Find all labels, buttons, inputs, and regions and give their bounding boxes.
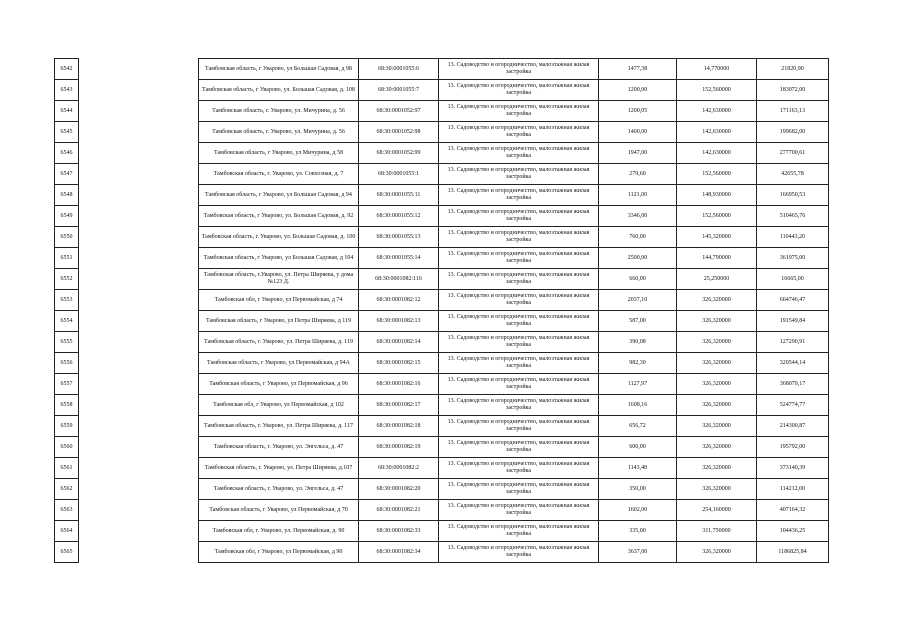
cadastral-number-cell: 68:30:0001055:13 bbox=[359, 227, 439, 248]
row-number-cell: 6547 bbox=[55, 164, 79, 185]
rate-cell: 326,320000 bbox=[677, 437, 757, 458]
cadastral-number-cell: 68:30:0001082:34 bbox=[359, 542, 439, 563]
row-number-row bbox=[55, 290, 79, 311]
land-use-cell: 13. Садоводство и огородничество, малоэтажная жилая застройка bbox=[439, 332, 599, 353]
cadastral-number-cell: 68:30:0001082:16 bbox=[359, 374, 439, 395]
value-cell: 1186825,84 bbox=[757, 542, 829, 563]
row-number-cell: 6550 bbox=[55, 227, 79, 248]
address-cell: Тамбовская область, г Уварово, ул Большая Садовая, д 104 bbox=[199, 248, 359, 269]
area-cell: 1400,00 bbox=[599, 122, 677, 143]
rate-cell: 144,790000 bbox=[677, 248, 757, 269]
land-use-cell: 13. Садоводство и огородничество, малоэтажная жилая застройка bbox=[439, 80, 599, 101]
rate-cell: 152,560000 bbox=[677, 206, 757, 227]
area-cell: 660,00 bbox=[599, 269, 677, 290]
row-number-row bbox=[55, 248, 79, 269]
value-cell: 199682,00 bbox=[757, 122, 829, 143]
table-row bbox=[199, 395, 829, 416]
row-number-cell: 6548 bbox=[55, 185, 79, 206]
value-cell: 166950,53 bbox=[757, 185, 829, 206]
land-use-cell: 13. Садоводство и огородничество, малоэтажная жилая застройка bbox=[439, 143, 599, 164]
table-row bbox=[199, 458, 829, 479]
address-cell: Тамбовская область, г. Уварово, ул. Энгельса, д. 47 bbox=[199, 479, 359, 500]
address-cell: Тамбовская область, г Уварово, ул Первомайская, д 96 bbox=[199, 374, 359, 395]
cadastral-number-cell: 68:30:0001082:21 bbox=[359, 500, 439, 521]
rate-cell: 254,160000 bbox=[677, 500, 757, 521]
address-cell: Тамбовская область, г Уварово, ул Большая Садовая, д 98 bbox=[199, 59, 359, 80]
table-row bbox=[199, 479, 829, 500]
row-number-row bbox=[55, 395, 79, 416]
cadastral-number-cell: 68:30:0001082:116 bbox=[359, 269, 439, 290]
address-cell: Тамбовская область, г Уварово, ул Мичурина, д 58 bbox=[199, 143, 359, 164]
rate-cell: 152,560000 bbox=[677, 164, 757, 185]
row-number-row bbox=[55, 122, 79, 143]
row-number-cell: 6564 bbox=[55, 521, 79, 542]
land-use-cell: 13. Садоводство и огородничество, малоэтажная жилая застройка bbox=[439, 395, 599, 416]
rate-cell: 326,320000 bbox=[677, 311, 757, 332]
table-row bbox=[199, 185, 829, 206]
rate-cell: 142,630000 bbox=[677, 101, 757, 122]
table-row bbox=[199, 101, 829, 122]
land-use-cell: 13. Садоводство и огородничество, малоэтажная жилая застройка bbox=[439, 311, 599, 332]
table-row bbox=[199, 437, 829, 458]
row-number-cell: 6549 bbox=[55, 206, 79, 227]
row-number-cell: 6565 bbox=[55, 542, 79, 563]
cadastral-number-cell: 68:30:0001055:7 bbox=[359, 80, 439, 101]
land-use-cell: 13. Садоводство и огородничество, малоэтажная жилая застройка bbox=[439, 206, 599, 227]
cadastral-number-cell: 68:30:0001055:1 bbox=[359, 164, 439, 185]
cadastral-number-cell: 68:30:0001082:14 bbox=[359, 332, 439, 353]
rate-cell: 326,320000 bbox=[677, 458, 757, 479]
address-cell: Тамбовская область, г Уварово, ул. Большая Садовая, д. 92 bbox=[199, 206, 359, 227]
table-row bbox=[199, 164, 829, 185]
table-row bbox=[199, 290, 829, 311]
area-cell: 3346,00 bbox=[599, 206, 677, 227]
address-cell: Тамбовская область, г Уварово, ул Первомайская, д 70 bbox=[199, 500, 359, 521]
row-number-cell: 6552 bbox=[55, 269, 79, 290]
land-use-cell: 13. Садоводство и огородничество, малоэтажная жилая застройка bbox=[439, 290, 599, 311]
cadastral-number-cell: 68:30:0001055:11 bbox=[359, 185, 439, 206]
row-number-row bbox=[55, 101, 79, 122]
row-number-cell: 6560 bbox=[55, 437, 79, 458]
rate-cell: 311,750000 bbox=[677, 521, 757, 542]
row-number-row bbox=[55, 227, 79, 248]
row-number-cell: 6561 bbox=[55, 458, 79, 479]
table-row bbox=[199, 353, 829, 374]
row-number-row bbox=[55, 143, 79, 164]
value-cell: 42655,78 bbox=[757, 164, 829, 185]
row-number-row bbox=[55, 311, 79, 332]
row-number-cell: 6559 bbox=[55, 416, 79, 437]
cadastral-number-cell: 68:30:0001052:98 bbox=[359, 122, 439, 143]
address-cell: Тамбовская обл, г Уварово, ул Первомайская, д 90 bbox=[199, 542, 359, 563]
address-cell: Тамбовская область, г. Уварово, ул. Энгельса, д. 47 bbox=[199, 437, 359, 458]
address-cell: Тамбовская область, г Уварово, ул Большая Садовая, д 94 bbox=[199, 185, 359, 206]
row-number-row bbox=[55, 59, 79, 80]
table-row bbox=[199, 416, 829, 437]
rate-cell: 142,630000 bbox=[677, 143, 757, 164]
area-cell: 1608,16 bbox=[599, 395, 677, 416]
address-cell: Тамбовская обл, г Уварово, ул Первомайская, д 74 bbox=[199, 290, 359, 311]
value-cell: 104436,25 bbox=[757, 521, 829, 542]
table-row bbox=[199, 521, 829, 542]
land-use-cell: 13. Садоводство и огородничество, малоэтажная жилая застройка bbox=[439, 521, 599, 542]
area-cell: 656,72 bbox=[599, 416, 677, 437]
area-cell: 350,00 bbox=[599, 479, 677, 500]
land-use-cell: 13. Садоводство и огородничество, малоэтажная жилая застройка bbox=[439, 122, 599, 143]
table-row bbox=[199, 500, 829, 521]
table-row bbox=[199, 59, 829, 80]
table-row bbox=[199, 143, 829, 164]
land-use-cell: 13. Садоводство и огородничество, малоэтажная жилая застройка bbox=[439, 500, 599, 521]
land-plots-table bbox=[198, 58, 829, 563]
area-cell: 587,00 bbox=[599, 311, 677, 332]
rate-cell: 326,320000 bbox=[677, 290, 757, 311]
land-use-cell: 13. Садоводство и огородничество, малоэтажная жилая застройка bbox=[439, 59, 599, 80]
area-cell: 1200,05 bbox=[599, 101, 677, 122]
row-number-cell: 6544 bbox=[55, 101, 79, 122]
rate-cell: 326,320000 bbox=[677, 332, 757, 353]
land-use-cell: 13. Садоводство и огородничество, малоэтажная жилая застройка bbox=[439, 416, 599, 437]
row-number-cell: 6558 bbox=[55, 395, 79, 416]
address-cell: Тамбовская область, г Уварово, ул. Большая Садовая, д. 108 bbox=[199, 80, 359, 101]
address-cell: Тамбовская обл, г. Уварово, ул. Первомайская, д. 90 bbox=[199, 521, 359, 542]
rate-cell: 25,250000 bbox=[677, 269, 757, 290]
row-number-cell: 6546 bbox=[55, 143, 79, 164]
area-cell: 1143,48 bbox=[599, 458, 677, 479]
address-cell: Тамбовская область, г. Уварово, ул. Петра Ширяева, д.107 bbox=[199, 458, 359, 479]
address-cell: Тамбовская область, г. Уварово, ул. Мичурина, д. 56 bbox=[199, 122, 359, 143]
row-number-row bbox=[55, 80, 79, 101]
rate-cell: 152,560000 bbox=[677, 80, 757, 101]
table-row bbox=[199, 227, 829, 248]
value-cell: 373140,39 bbox=[757, 458, 829, 479]
area-cell: 3637,00 bbox=[599, 542, 677, 563]
cadastral-number-cell: 68:30:0001052:99 bbox=[359, 143, 439, 164]
row-number-cell: 6556 bbox=[55, 353, 79, 374]
area-cell: 2037,10 bbox=[599, 290, 677, 311]
rate-cell: 326,320000 bbox=[677, 542, 757, 563]
value-cell: 510465,76 bbox=[757, 206, 829, 227]
land-use-cell: 13. Садоводство и огородничество, малоэтажная жилая застройка bbox=[439, 185, 599, 206]
cadastral-number-cell: 68:30:0001052:97 bbox=[359, 101, 439, 122]
address-cell: Тамбовская область, г Уварово, ул Первомайская, д 94А bbox=[199, 353, 359, 374]
cadastral-number-cell: 68:30:0001082:20 bbox=[359, 479, 439, 500]
value-cell: 320544,14 bbox=[757, 353, 829, 374]
table-row bbox=[199, 311, 829, 332]
value-cell: 21820,90 bbox=[757, 59, 829, 80]
land-use-cell: 13. Садоводство и огородничество, малоэтажная жилая застройка bbox=[439, 269, 599, 290]
row-number-row bbox=[55, 206, 79, 227]
cadastral-number-cell: 68:30:0001082:13 bbox=[359, 311, 439, 332]
row-number-cell: 6562 bbox=[55, 479, 79, 500]
cadastral-number-cell: 68:30:0001082:33 bbox=[359, 521, 439, 542]
row-number-row bbox=[55, 437, 79, 458]
rate-cell: 326,320000 bbox=[677, 395, 757, 416]
value-cell: 110443,20 bbox=[757, 227, 829, 248]
value-cell: 195792,00 bbox=[757, 437, 829, 458]
value-cell: 368079,17 bbox=[757, 374, 829, 395]
area-cell: 1947,00 bbox=[599, 143, 677, 164]
row-number-cell: 6563 bbox=[55, 500, 79, 521]
rate-cell: 142,630000 bbox=[677, 122, 757, 143]
area-cell: 279,60 bbox=[599, 164, 677, 185]
cadastral-number-cell: 68:30:0001082:19 bbox=[359, 437, 439, 458]
area-cell: 1121,00 bbox=[599, 185, 677, 206]
rate-cell: 326,320000 bbox=[677, 353, 757, 374]
area-cell: 982,30 bbox=[599, 353, 677, 374]
cadastral-number-cell: 68:30:0001055:12 bbox=[359, 206, 439, 227]
table-row bbox=[199, 332, 829, 353]
cadastral-number-cell: 68:30:0001082:18 bbox=[359, 416, 439, 437]
row-number-cell: 6557 bbox=[55, 374, 79, 395]
value-cell: 407164,32 bbox=[757, 500, 829, 521]
row-number-row bbox=[55, 332, 79, 353]
address-cell: Тамбовская область, г. Уварово, ул. Совхозная, д. 7 bbox=[199, 164, 359, 185]
address-cell: Тамбовская обл, г Уварово, ул Первомайская, д 102 bbox=[199, 395, 359, 416]
table-row bbox=[199, 206, 829, 227]
land-use-cell: 13. Садоводство и огородничество, малоэтажная жилая застройка bbox=[439, 458, 599, 479]
value-cell: 16665,00 bbox=[757, 269, 829, 290]
value-cell: 114212,00 bbox=[757, 479, 829, 500]
table-row bbox=[199, 122, 829, 143]
value-cell: 664746,47 bbox=[757, 290, 829, 311]
land-use-cell: 13. Садоводство и огородничество, малоэтажная жилая застройка bbox=[439, 374, 599, 395]
address-cell: Тамбовская область, г Уварово, ул Петра Ширяева, д 119 bbox=[199, 311, 359, 332]
cadastral-number-cell: 68:30:0001082:15 bbox=[359, 353, 439, 374]
area-cell: 1200,00 bbox=[599, 80, 677, 101]
area-cell: 760,00 bbox=[599, 227, 677, 248]
table-row bbox=[199, 542, 829, 563]
table-row bbox=[199, 374, 829, 395]
cadastral-number-cell: 68:30:0001055:6 bbox=[359, 59, 439, 80]
land-use-cell: 13. Садоводство и огородничество, малоэтажная жилая застройка bbox=[439, 437, 599, 458]
row-number-row bbox=[55, 500, 79, 521]
value-cell: 361975,00 bbox=[757, 248, 829, 269]
row-number-cell: 6542 bbox=[55, 59, 79, 80]
row-number-row bbox=[55, 164, 79, 185]
area-cell: 2500,00 bbox=[599, 248, 677, 269]
table-row bbox=[199, 248, 829, 269]
area-cell: 1477,38 bbox=[599, 59, 677, 80]
row-number-cell: 6553 bbox=[55, 290, 79, 311]
row-number-row bbox=[55, 521, 79, 542]
area-cell: 600,00 bbox=[599, 437, 677, 458]
area-cell: 1602,00 bbox=[599, 500, 677, 521]
row-number-row bbox=[55, 269, 79, 290]
rate-cell: 326,320000 bbox=[677, 374, 757, 395]
value-cell: 127290,91 bbox=[757, 332, 829, 353]
value-cell: 524774,77 bbox=[757, 395, 829, 416]
cadastral-number-cell: 68:30:0001082:2 bbox=[359, 458, 439, 479]
area-cell: 335,00 bbox=[599, 521, 677, 542]
land-use-cell: 13. Садоводство и огородничество, малоэтажная жилая застройка bbox=[439, 101, 599, 122]
land-use-cell: 13. Садоводство и огородничество, малоэтажная жилая застройка bbox=[439, 353, 599, 374]
cadastral-number-cell: 68:30:0001082:12 bbox=[359, 290, 439, 311]
rate-cell: 14,770000 bbox=[677, 59, 757, 80]
row-number-cell: 6555 bbox=[55, 332, 79, 353]
value-cell: 191549,84 bbox=[757, 311, 829, 332]
land-use-cell: 13. Садоводство и огородничество, малоэтажная жилая застройка bbox=[439, 248, 599, 269]
land-use-cell: 13. Садоводство и огородничество, малоэтажная жилая застройка bbox=[439, 164, 599, 185]
rate-cell: 148,930000 bbox=[677, 185, 757, 206]
rate-cell: 326,320000 bbox=[677, 479, 757, 500]
land-use-cell: 13. Садоводство и огородничество, малоэтажная жилая застройка bbox=[439, 542, 599, 563]
row-number-cell: 6554 bbox=[55, 311, 79, 332]
row-number-row bbox=[55, 353, 79, 374]
row-number-cell: 6551 bbox=[55, 248, 79, 269]
rate-cell: 145,320000 bbox=[677, 227, 757, 248]
row-number-row bbox=[55, 479, 79, 500]
table-row bbox=[199, 269, 829, 290]
row-number-cell: 6543 bbox=[55, 80, 79, 101]
row-number-row bbox=[55, 416, 79, 437]
area-cell: 390,08 bbox=[599, 332, 677, 353]
value-cell: 183072,00 bbox=[757, 80, 829, 101]
value-cell: 214300,87 bbox=[757, 416, 829, 437]
address-cell: Тамбовская область, г.Уварово, ул. Петра Ширяева, у дома №123 Д. bbox=[199, 269, 359, 290]
address-cell: Тамбовская область, г. Уварово, ул. Мичурина, д. 56 bbox=[199, 101, 359, 122]
row-number-row bbox=[55, 458, 79, 479]
row-number-row bbox=[55, 374, 79, 395]
land-use-cell: 13. Садоводство и огородничество, малоэтажная жилая застройка bbox=[439, 227, 599, 248]
address-cell: Тамбовская область, г. Уварово, ул. Большая Садовая, д. 100 bbox=[199, 227, 359, 248]
area-cell: 1127,97 bbox=[599, 374, 677, 395]
table-row bbox=[199, 80, 829, 101]
value-cell: 171163,13 bbox=[757, 101, 829, 122]
land-use-cell: 13. Садоводство и огородничество, малоэтажная жилая застройка bbox=[439, 479, 599, 500]
cadastral-number-cell: 68:30:0001055:14 bbox=[359, 248, 439, 269]
value-cell: 277700,61 bbox=[757, 143, 829, 164]
row-number-cell: 6545 bbox=[55, 122, 79, 143]
address-cell: Тамбовская область, г. Уварово, ул. Петра Ширяева, д. 119 bbox=[199, 332, 359, 353]
cadastral-number-cell: 68:30:0001082:17 bbox=[359, 395, 439, 416]
row-number-row bbox=[55, 185, 79, 206]
address-cell: Тамбовская область, г. Уварово, ул. Петра Ширяева, д. 117 bbox=[199, 416, 359, 437]
rate-cell: 326,320000 bbox=[677, 416, 757, 437]
row-number-row bbox=[55, 542, 79, 563]
row-number-table bbox=[54, 58, 79, 563]
